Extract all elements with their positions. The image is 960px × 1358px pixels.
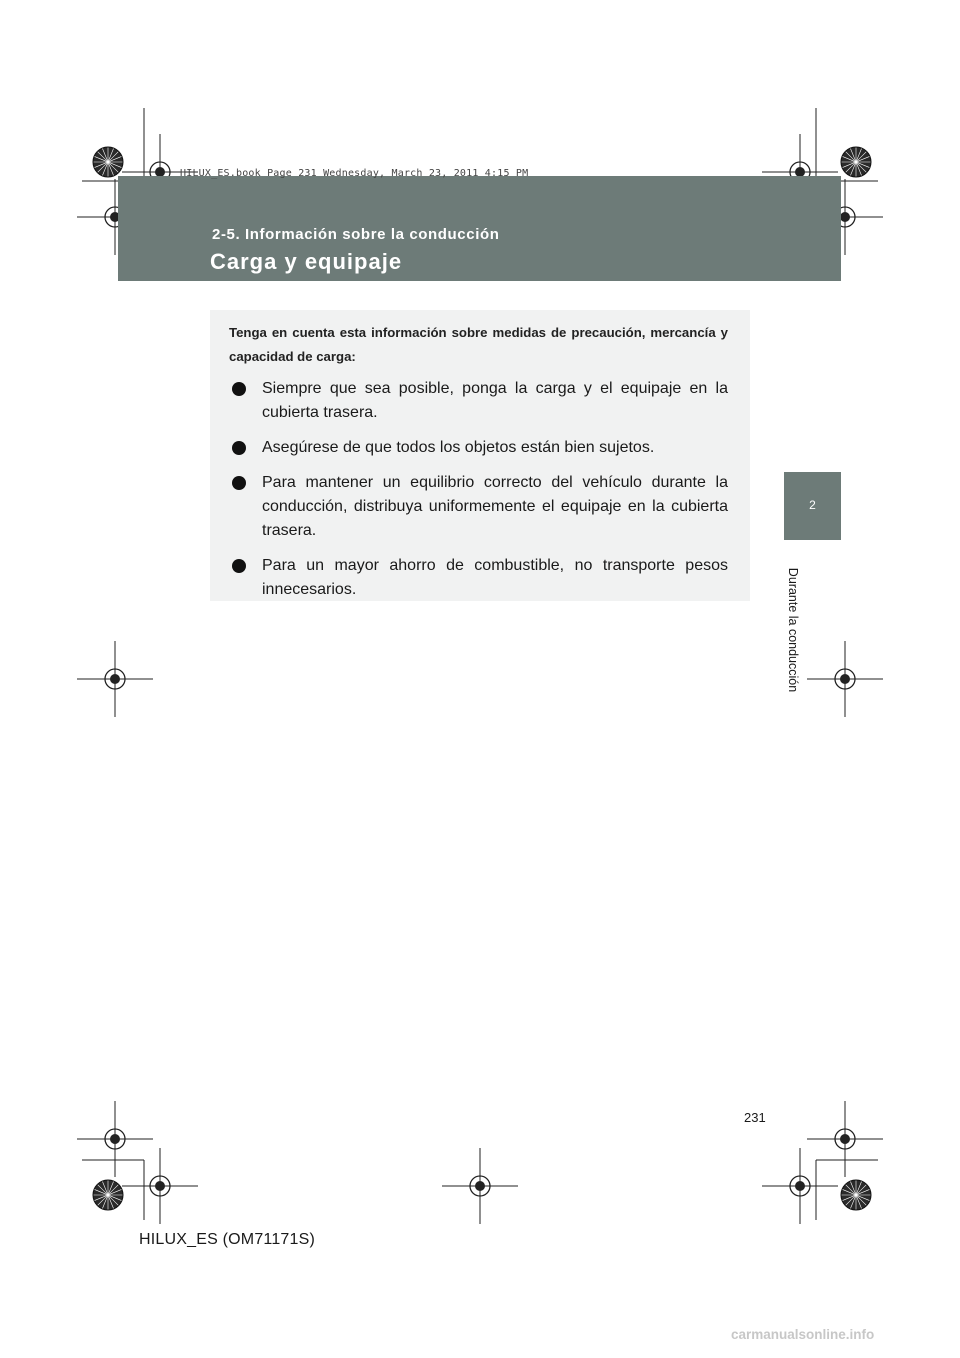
bullet-dot-icon: [232, 559, 246, 573]
list-item: [229, 436, 728, 460]
watermark: carmanualsonline.info: [731, 1327, 875, 1342]
book-print-stamp: HILUX_ES.book Page 231 Wednesday, March 23, 2011 4:15 PM: [180, 168, 529, 179]
bullet-dot-icon: [232, 382, 246, 396]
list-item-text: Para un mayor ahorro de combustible, no transporte pesos innecesarios.: [262, 557, 728, 598]
chapter-label-text: Durante la conducción: [786, 567, 800, 693]
model-code: HILUX_ES (OM71171S): [139, 1231, 316, 1248]
note-intro: Tenga en cuenta esta información sobre medidas de precaución, mercancía y capacidad de carga:: [229, 325, 728, 364]
precaution-list: [229, 377, 728, 602]
bullet-dot-icon: [232, 476, 246, 490]
section-label: 2-5. Información sobre la conducción: [212, 226, 500, 243]
precaution-note-box: [210, 310, 750, 601]
list-item-text: Para mantener un equilibrio correcto del vehículo durante la conducción, distribuya uniformemente el equipaje en la cubierta trasera.: [262, 474, 728, 539]
page-number: 231: [744, 1110, 766, 1125]
list-item: [229, 554, 728, 602]
chapter-number: 2: [809, 498, 816, 512]
list-item: [229, 377, 728, 425]
page-title: Carga y equipaje: [210, 249, 403, 274]
list-item-text: Siempre que sea posible, ponga la carga y el equipaje en la cubierta trasera.: [262, 380, 728, 421]
chapter-side-tab: [784, 472, 841, 540]
list-item-text: Asegúrese de que todos los objetos están bien sujetos.: [262, 439, 655, 456]
bullet-dot-icon: [232, 441, 246, 455]
list-item: [229, 471, 728, 543]
chapter-side-label: [783, 548, 803, 698]
